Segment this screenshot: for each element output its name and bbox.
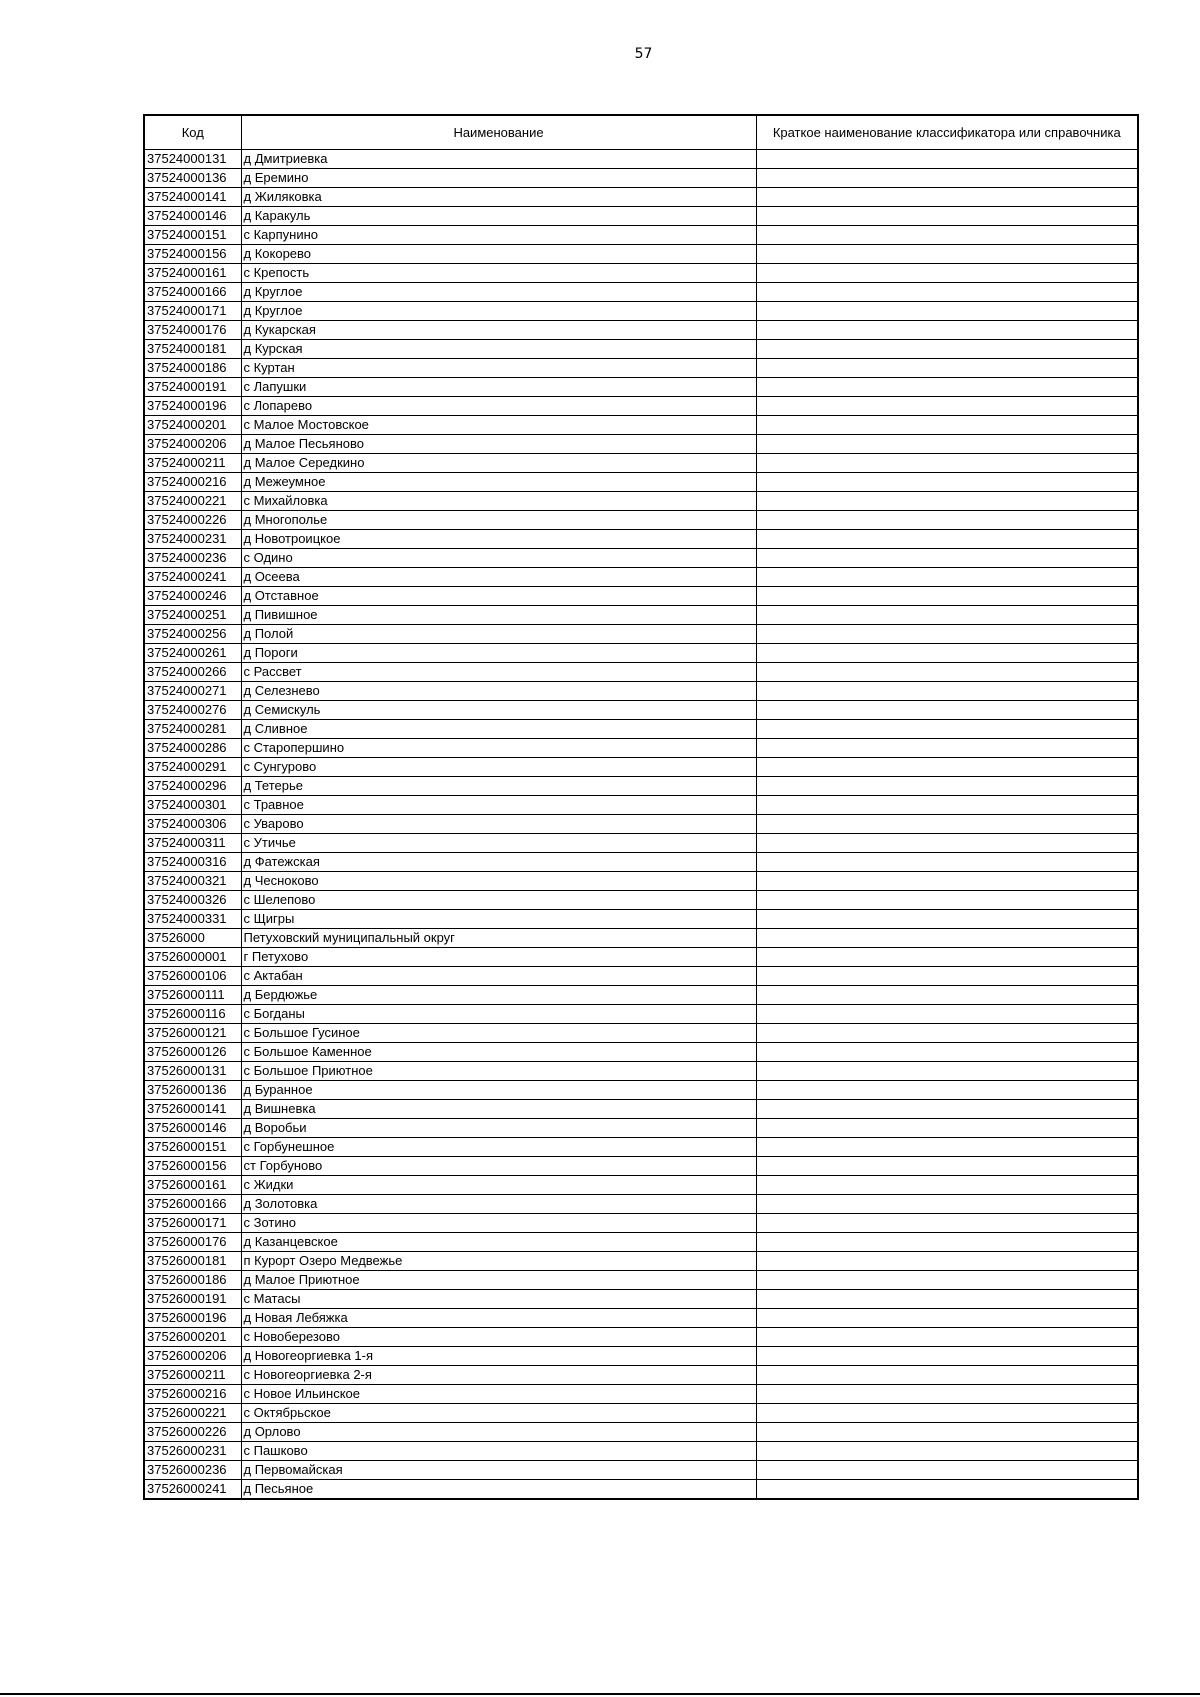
- header-name: Наименование: [241, 115, 756, 150]
- short-name-cell: [756, 188, 1138, 207]
- short-name-cell: [756, 948, 1138, 967]
- short-name-cell: [756, 1176, 1138, 1195]
- code-cell: 37524000161: [144, 264, 241, 283]
- table-row: [144, 644, 1138, 663]
- short-name-cell: [756, 872, 1138, 891]
- name-cell: д Бердюжье: [241, 986, 756, 1005]
- short-name-cell: [756, 1480, 1138, 1500]
- name-cell: с Жидки: [241, 1176, 756, 1195]
- short-name-cell: [756, 1233, 1138, 1252]
- code-cell: 37526000176: [144, 1233, 241, 1252]
- code-cell: 37526000126: [144, 1043, 241, 1062]
- code-cell: 37524000326: [144, 891, 241, 910]
- table-row: [144, 245, 1138, 264]
- table-row: [144, 815, 1138, 834]
- code-cell: 37526000171: [144, 1214, 241, 1233]
- table-row: [144, 853, 1138, 872]
- table-row: [144, 929, 1138, 948]
- code-cell: 37524000276: [144, 701, 241, 720]
- name-cell: с Новоберезово: [241, 1328, 756, 1347]
- code-cell: 37524000236: [144, 549, 241, 568]
- short-name-cell: [756, 1119, 1138, 1138]
- short-name-cell: [756, 245, 1138, 264]
- name-cell: с Новогеоргиевка 2-я: [241, 1366, 756, 1385]
- table-row: [144, 1024, 1138, 1043]
- table-row: [144, 1328, 1138, 1347]
- name-cell: д Полой: [241, 625, 756, 644]
- short-name-cell: [756, 1214, 1138, 1233]
- short-name-cell: [756, 625, 1138, 644]
- short-name-cell: [756, 587, 1138, 606]
- code-cell: 37526000186: [144, 1271, 241, 1290]
- header-short-name: Краткое наименование классификатора или справочника: [756, 115, 1138, 150]
- code-cell: 37524000226: [144, 511, 241, 530]
- short-name-cell: [756, 758, 1138, 777]
- table-row: [144, 663, 1138, 682]
- name-cell: с Утичье: [241, 834, 756, 853]
- table-row: [144, 207, 1138, 226]
- code-cell: 37526000216: [144, 1385, 241, 1404]
- table-header: [144, 115, 1138, 150]
- table-row: [144, 1309, 1138, 1328]
- code-cell: 37526000181: [144, 1252, 241, 1271]
- code-cell: 37526000146: [144, 1119, 241, 1138]
- table-row: [144, 1404, 1138, 1423]
- name-cell: с Куртан: [241, 359, 756, 378]
- short-name-cell: [756, 1404, 1138, 1423]
- table-row: [144, 1442, 1138, 1461]
- short-name-cell: [756, 891, 1138, 910]
- name-cell: д Малое Середкино: [241, 454, 756, 473]
- short-name-cell: [756, 492, 1138, 511]
- table-row: [144, 1043, 1138, 1062]
- short-name-cell: [756, 226, 1138, 245]
- code-cell: 37526000221: [144, 1404, 241, 1423]
- name-cell: д Дмитриевка: [241, 150, 756, 169]
- short-name-cell: [756, 359, 1138, 378]
- name-cell: д Буранное: [241, 1081, 756, 1100]
- code-cell: 37524000141: [144, 188, 241, 207]
- name-cell: д Кокорево: [241, 245, 756, 264]
- table-row: [144, 1100, 1138, 1119]
- short-name-cell: [756, 1100, 1138, 1119]
- name-cell: д Еремино: [241, 169, 756, 188]
- name-cell: д Новая Лебяжка: [241, 1309, 756, 1328]
- short-name-cell: [756, 606, 1138, 625]
- code-cell: 37524000131: [144, 150, 241, 169]
- short-name-cell: [756, 1005, 1138, 1024]
- name-cell: с Сунгурово: [241, 758, 756, 777]
- code-cell: 37524000271: [144, 682, 241, 701]
- table-row: [144, 986, 1138, 1005]
- code-cell: 37524000301: [144, 796, 241, 815]
- code-cell: 37526000191: [144, 1290, 241, 1309]
- table-row: [144, 340, 1138, 359]
- code-cell: 37524000181: [144, 340, 241, 359]
- name-cell: с Матасы: [241, 1290, 756, 1309]
- table-row: [144, 302, 1138, 321]
- table-row: [144, 397, 1138, 416]
- name-cell: д Фатежская: [241, 853, 756, 872]
- code-cell: 37526000136: [144, 1081, 241, 1100]
- code-cell: 37526000236: [144, 1461, 241, 1480]
- code-cell: 37524000281: [144, 720, 241, 739]
- name-cell: с Большое Каменное: [241, 1043, 756, 1062]
- table-row: [144, 1157, 1138, 1176]
- table-row: [144, 264, 1138, 283]
- code-cell: 37524000216: [144, 473, 241, 492]
- short-name-cell: [756, 815, 1138, 834]
- short-name-cell: [756, 435, 1138, 454]
- table-row: [144, 492, 1138, 511]
- code-cell: 37526000131: [144, 1062, 241, 1081]
- name-cell: с Крепость: [241, 264, 756, 283]
- short-name-cell: [756, 1157, 1138, 1176]
- code-cell: 37524000166: [144, 283, 241, 302]
- table-row: [144, 1461, 1138, 1480]
- name-cell: с Зотино: [241, 1214, 756, 1233]
- table-row: [144, 872, 1138, 891]
- code-cell: 37524000321: [144, 872, 241, 891]
- table-row: [144, 473, 1138, 492]
- table-row: [144, 1480, 1138, 1500]
- name-cell: с Щигры: [241, 910, 756, 929]
- table-row: [144, 1119, 1138, 1138]
- name-cell: д Отставное: [241, 587, 756, 606]
- name-cell: с Михайловка: [241, 492, 756, 511]
- name-cell: д Осеева: [241, 568, 756, 587]
- name-cell: д Жиляковка: [241, 188, 756, 207]
- short-name-cell: [756, 967, 1138, 986]
- name-cell: д Каракуль: [241, 207, 756, 226]
- code-cell: 37524000331: [144, 910, 241, 929]
- code-cell: 37524000171: [144, 302, 241, 321]
- table-row: [144, 1347, 1138, 1366]
- short-name-cell: [756, 1385, 1138, 1404]
- name-cell: с Пашково: [241, 1442, 756, 1461]
- table-row: [144, 1423, 1138, 1442]
- table-row: [144, 1195, 1138, 1214]
- table-row: [144, 378, 1138, 397]
- name-cell: д Казанцевское: [241, 1233, 756, 1252]
- name-cell: д Курская: [241, 340, 756, 359]
- header-row: [144, 115, 1138, 150]
- code-cell: 37526000151: [144, 1138, 241, 1157]
- short-name-cell: [756, 473, 1138, 492]
- short-name-cell: [756, 1195, 1138, 1214]
- table-body: [144, 150, 1138, 1500]
- short-name-cell: [756, 1252, 1138, 1271]
- code-cell: 37524000306: [144, 815, 241, 834]
- code-cell: 37524000176: [144, 321, 241, 340]
- code-cell: 37524000136: [144, 169, 241, 188]
- table-row: [144, 682, 1138, 701]
- table-row: [144, 796, 1138, 815]
- name-cell: Петуховский муниципальный округ: [241, 929, 756, 948]
- code-cell: 37524000186: [144, 359, 241, 378]
- classifier-table: [143, 114, 1139, 1500]
- name-cell: г Петухово: [241, 948, 756, 967]
- code-cell: 37526000161: [144, 1176, 241, 1195]
- table-row: [144, 435, 1138, 454]
- name-cell: д Орлово: [241, 1423, 756, 1442]
- code-cell: 37524000291: [144, 758, 241, 777]
- short-name-cell: [756, 644, 1138, 663]
- short-name-cell: [756, 530, 1138, 549]
- short-name-cell: [756, 682, 1138, 701]
- table-row: [144, 1252, 1138, 1271]
- table-row: [144, 606, 1138, 625]
- table-row: [144, 568, 1138, 587]
- name-cell: с Богданы: [241, 1005, 756, 1024]
- code-cell: 37526000231: [144, 1442, 241, 1461]
- short-name-cell: [756, 796, 1138, 815]
- short-name-cell: [756, 1024, 1138, 1043]
- code-cell: 37526000141: [144, 1100, 241, 1119]
- short-name-cell: [756, 701, 1138, 720]
- code-cell: 37524000241: [144, 568, 241, 587]
- name-cell: д Малое Приютное: [241, 1271, 756, 1290]
- name-cell: д Круглое: [241, 302, 756, 321]
- short-name-cell: [756, 720, 1138, 739]
- code-cell: 37526000111: [144, 986, 241, 1005]
- short-name-cell: [756, 340, 1138, 359]
- name-cell: с Уварово: [241, 815, 756, 834]
- name-cell: с Большое Гусиное: [241, 1024, 756, 1043]
- table-row: [144, 1366, 1138, 1385]
- name-cell: д Межеумное: [241, 473, 756, 492]
- code-cell: 37524000146: [144, 207, 241, 226]
- code-cell: 37526000001: [144, 948, 241, 967]
- short-name-cell: [756, 1138, 1138, 1157]
- code-cell: 37526000116: [144, 1005, 241, 1024]
- table-row: [144, 416, 1138, 435]
- table-row: [144, 910, 1138, 929]
- table-row: [144, 701, 1138, 720]
- short-name-cell: [756, 1423, 1138, 1442]
- name-cell: д Семискуль: [241, 701, 756, 720]
- table-row: [144, 150, 1138, 169]
- code-cell: 37526000156: [144, 1157, 241, 1176]
- table-row: [144, 834, 1138, 853]
- short-name-cell: [756, 853, 1138, 872]
- name-cell: ст Горбуново: [241, 1157, 756, 1176]
- name-cell: с Одино: [241, 549, 756, 568]
- short-name-cell: [756, 910, 1138, 929]
- table-row: [144, 587, 1138, 606]
- short-name-cell: [756, 1271, 1138, 1290]
- table-row: [144, 739, 1138, 758]
- name-cell: д Тетерье: [241, 777, 756, 796]
- table-row: [144, 948, 1138, 967]
- name-cell: с Актабан: [241, 967, 756, 986]
- short-name-cell: [756, 1081, 1138, 1100]
- name-cell: п Курорт Озеро Медвежье: [241, 1252, 756, 1271]
- table-row: [144, 720, 1138, 739]
- short-name-cell: [756, 150, 1138, 169]
- name-cell: с Карпунино: [241, 226, 756, 245]
- name-cell: д Новотроицкое: [241, 530, 756, 549]
- table-row: [144, 530, 1138, 549]
- table-row: [144, 1290, 1138, 1309]
- short-name-cell: [756, 454, 1138, 473]
- code-cell: 37526000206: [144, 1347, 241, 1366]
- name-cell: с Горбунешное: [241, 1138, 756, 1157]
- code-cell: 37524000196: [144, 397, 241, 416]
- code-cell: 37524000156: [144, 245, 241, 264]
- short-name-cell: [756, 1366, 1138, 1385]
- name-cell: д Кукарская: [241, 321, 756, 340]
- name-cell: с Старопершино: [241, 739, 756, 758]
- table-row: [144, 1062, 1138, 1081]
- name-cell: д Селезнево: [241, 682, 756, 701]
- name-cell: д Золотовка: [241, 1195, 756, 1214]
- short-name-cell: [756, 1347, 1138, 1366]
- name-cell: д Воробьи: [241, 1119, 756, 1138]
- table-row: [144, 1214, 1138, 1233]
- code-cell: 37526000166: [144, 1195, 241, 1214]
- table-row: [144, 188, 1138, 207]
- short-name-cell: [756, 986, 1138, 1005]
- page-number: 57: [634, 46, 653, 62]
- name-cell: д Вишневка: [241, 1100, 756, 1119]
- table-row: [144, 777, 1138, 796]
- short-name-cell: [756, 549, 1138, 568]
- short-name-cell: [756, 169, 1138, 188]
- short-name-cell: [756, 1062, 1138, 1081]
- header-code: Код: [144, 115, 241, 150]
- table-row: [144, 226, 1138, 245]
- code-cell: 37524000191: [144, 378, 241, 397]
- short-name-cell: [756, 568, 1138, 587]
- short-name-cell: [756, 1461, 1138, 1480]
- short-name-cell: [756, 302, 1138, 321]
- table-row: [144, 549, 1138, 568]
- table-row: [144, 1176, 1138, 1195]
- code-cell: 37524000206: [144, 435, 241, 454]
- code-cell: 37524000201: [144, 416, 241, 435]
- table-row: [144, 967, 1138, 986]
- bottom-rule: [0, 1693, 1200, 1695]
- name-cell: с Большое Приютное: [241, 1062, 756, 1081]
- short-name-cell: [756, 739, 1138, 758]
- table-row: [144, 758, 1138, 777]
- short-name-cell: [756, 264, 1138, 283]
- short-name-cell: [756, 1043, 1138, 1062]
- name-cell: с Рассвет: [241, 663, 756, 682]
- short-name-cell: [756, 777, 1138, 796]
- code-cell: 37526000121: [144, 1024, 241, 1043]
- name-cell: с Лапушки: [241, 378, 756, 397]
- code-cell: 37524000251: [144, 606, 241, 625]
- code-cell: 37524000256: [144, 625, 241, 644]
- name-cell: с Малое Мостовское: [241, 416, 756, 435]
- short-name-cell: [756, 378, 1138, 397]
- code-cell: 37524000316: [144, 853, 241, 872]
- table-row: [144, 283, 1138, 302]
- short-name-cell: [756, 207, 1138, 226]
- short-name-cell: [756, 1309, 1138, 1328]
- table-row: [144, 1138, 1138, 1157]
- table-row: [144, 454, 1138, 473]
- name-cell: д Пороги: [241, 644, 756, 663]
- name-cell: с Шелепово: [241, 891, 756, 910]
- table-row: [144, 321, 1138, 340]
- code-cell: 37526000241: [144, 1480, 241, 1500]
- name-cell: д Пивишное: [241, 606, 756, 625]
- name-cell: с Лопарево: [241, 397, 756, 416]
- name-cell: д Новогеоргиевка 1-я: [241, 1347, 756, 1366]
- table-row: [144, 169, 1138, 188]
- table-row: [144, 625, 1138, 644]
- name-cell: д Сливное: [241, 720, 756, 739]
- code-cell: 37524000231: [144, 530, 241, 549]
- table-row: [144, 891, 1138, 910]
- short-name-cell: [756, 283, 1138, 302]
- short-name-cell: [756, 321, 1138, 340]
- name-cell: с Травное: [241, 796, 756, 815]
- table-row: [144, 1233, 1138, 1252]
- short-name-cell: [756, 1442, 1138, 1461]
- short-name-cell: [756, 663, 1138, 682]
- table-row: [144, 359, 1138, 378]
- code-cell: 37526000211: [144, 1366, 241, 1385]
- code-cell: 37526000201: [144, 1328, 241, 1347]
- code-cell: 37526000196: [144, 1309, 241, 1328]
- short-name-cell: [756, 834, 1138, 853]
- table-row: [144, 1385, 1138, 1404]
- code-cell: 37526000: [144, 929, 241, 948]
- name-cell: д Первомайская: [241, 1461, 756, 1480]
- code-cell: 37524000151: [144, 226, 241, 245]
- code-cell: 37524000266: [144, 663, 241, 682]
- short-name-cell: [756, 416, 1138, 435]
- table-row: [144, 1005, 1138, 1024]
- name-cell: д Малое Песьяново: [241, 435, 756, 454]
- code-cell: 37526000106: [144, 967, 241, 986]
- name-cell: с Октябрьское: [241, 1404, 756, 1423]
- short-name-cell: [756, 929, 1138, 948]
- table-row: [144, 1081, 1138, 1100]
- short-name-cell: [756, 1328, 1138, 1347]
- name-cell: д Круглое: [241, 283, 756, 302]
- short-name-cell: [756, 397, 1138, 416]
- short-name-cell: [756, 511, 1138, 530]
- code-cell: 37524000311: [144, 834, 241, 853]
- code-cell: 37524000211: [144, 454, 241, 473]
- table-row: [144, 511, 1138, 530]
- code-cell: 37524000221: [144, 492, 241, 511]
- code-cell: 37526000226: [144, 1423, 241, 1442]
- name-cell: с Новое Ильинское: [241, 1385, 756, 1404]
- name-cell: д Песьяное: [241, 1480, 756, 1500]
- code-cell: 37524000296: [144, 777, 241, 796]
- table-row: [144, 1271, 1138, 1290]
- name-cell: д Чесноково: [241, 872, 756, 891]
- code-cell: 37524000261: [144, 644, 241, 663]
- code-cell: 37524000246: [144, 587, 241, 606]
- code-cell: 37524000286: [144, 739, 241, 758]
- short-name-cell: [756, 1290, 1138, 1309]
- name-cell: д Многополье: [241, 511, 756, 530]
